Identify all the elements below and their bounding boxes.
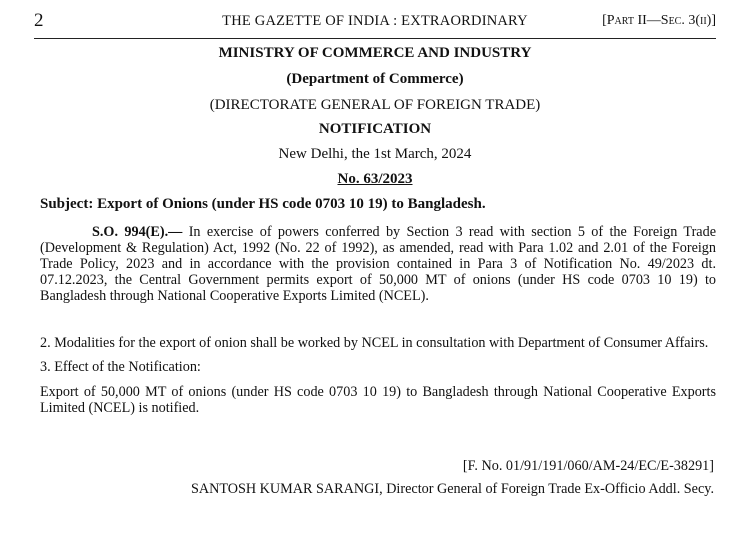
paragraph-3-text: Export of 50,000 MT of onions (under HS code 0703 10 19) to Bangladesh through National Cooperative Exports Limited (NCEL) is notified. [40, 384, 716, 416]
paragraph-1 [40, 224, 716, 304]
paragraph-2: 2. Modalities for the export of onion shall be worked by NCEL in consultation with Department of Consumer Affairs. [40, 335, 709, 351]
so-number: S.O. 994(E).— [92, 224, 183, 240]
page-number: 2 [34, 10, 44, 31]
paragraph-1-text: In exercise of powers conferred by Section 3 read with section 5 of the Foreign Trade (Development & Regulation) Act, 1992 (No. 22 of 1992), as amended, read with Para 1.02 and 2.01 of the Foreign Trade Policy, 2023 and in accordance with the provision contained in Para 3 of Notification No. 49/2023 dt. 07.12.2023, the Central Government permits export of 50,000 MT of onions (under HS code 0703 10 19) to Bangladesh through National Cooperative Exports Limited (NCEL). [40, 224, 717, 304]
gazette-header [34, 8, 716, 39]
directorate-heading: (DIRECTORATE GENERAL OF FOREIGN TRADE) [209, 97, 541, 113]
file-number: [F. No. 01/91/191/060/AM-24/EC/E-38291] [462, 458, 714, 474]
department-heading: (Department of Commerce) [286, 71, 464, 87]
subject-line: Subject: Export of Onions (under HS code 0703 10 19) to Bangladesh. [40, 196, 486, 212]
part-section: [Part II—Sec. 3(ii)] [602, 13, 716, 28]
notification-number [0, 171, 750, 188]
notification-number-text: No. 63/2023 [337, 171, 413, 187]
ministry-heading: MINISTRY OF COMMERCE AND INDUSTRY [218, 45, 532, 61]
place-date: New Delhi, the 1st March, 2024 [278, 146, 472, 162]
signature-line: SANTOSH KUMAR SARANGI, Director General of Foreign Trade Ex-Officio Addl. Secy. [190, 481, 714, 497]
gazette-title: THE GAZETTE OF INDIA : EXTRAORDINARY [222, 13, 528, 29]
notification-heading: NOTIFICATION [318, 121, 432, 137]
paragraph-3-heading: 3. Effect of the Notification: [40, 359, 201, 375]
